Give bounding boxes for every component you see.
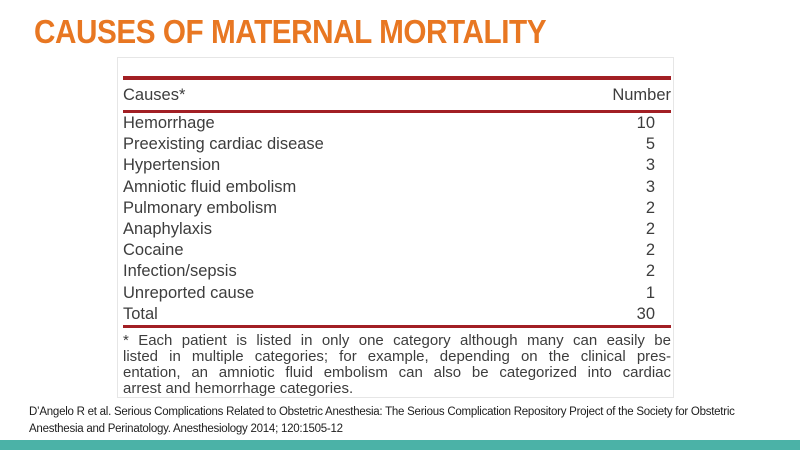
table-row — [123, 113, 671, 134]
citation-line: D’Angelo R et al. Serious Complications Related to Obstetric Anesthesia: The Serious Complication Repository Project of the Society for Obstetric — [29, 406, 735, 418]
table-body — [123, 113, 671, 325]
col-header-number: Number — [612, 85, 671, 104]
number-cell: 2 — [645, 262, 655, 281]
cause-cell: Hypertension — [123, 156, 221, 175]
table-row — [123, 240, 671, 261]
table-header-row — [123, 80, 671, 110]
footnote-line: arrest and hemorrhage categories. — [123, 379, 354, 397]
cause-cell: Infection/sepsis — [123, 262, 237, 281]
slide-title: CAUSES OF MATERNAL MORTALITY — [34, 13, 547, 50]
number-cell: 3 — [645, 156, 655, 175]
citation — [29, 404, 789, 438]
number-cell: 5 — [645, 135, 655, 154]
number-cell: 2 — [645, 220, 655, 239]
number-cell: 2 — [645, 241, 655, 260]
number-cell: 1 — [645, 283, 655, 302]
cause-cell: Amniotic fluid embolism — [123, 177, 297, 196]
footnote-line: * Each patient is listed in only one category although many can easily be — [123, 331, 671, 349]
cause-cell: Cocaine — [123, 241, 184, 260]
cause-cell: Anaphylaxis — [123, 220, 212, 239]
table-row — [123, 219, 671, 240]
cause-cell: Preexisting cardiac disease — [123, 135, 324, 154]
table-row — [123, 155, 671, 176]
number-cell: 10 — [636, 114, 655, 133]
table-row-total — [123, 304, 671, 325]
bottom-accent-bar — [0, 440, 800, 450]
table-row — [123, 134, 671, 155]
table-bottom-rule — [123, 325, 671, 328]
table-row — [123, 261, 671, 282]
cause-cell: Unreported cause — [123, 283, 255, 302]
footnote-line: entation, an amniotic fluid embolism can also be categorized into cardiac — [123, 363, 671, 381]
col-header-causes: Causes* — [123, 85, 186, 104]
cause-cell: Total — [123, 304, 158, 323]
table-row — [123, 283, 671, 304]
cause-cell: Pulmonary embolism — [123, 198, 278, 217]
number-cell: 2 — [645, 198, 655, 217]
number-cell: 30 — [636, 304, 655, 323]
table-row — [123, 198, 671, 219]
footnote-line: listed in multiple categories; for example, depending on the clinical pres- — [123, 347, 671, 365]
number-cell: 3 — [645, 177, 655, 196]
table-row — [123, 177, 671, 198]
table-footnote — [123, 333, 671, 397]
mortality-table-figure — [117, 57, 674, 398]
cause-cell: Hemorrhage — [123, 114, 215, 133]
citation-line: Anesthesia and Perinatology. Anesthesiology 2014; 120:1505-12 — [29, 423, 343, 435]
